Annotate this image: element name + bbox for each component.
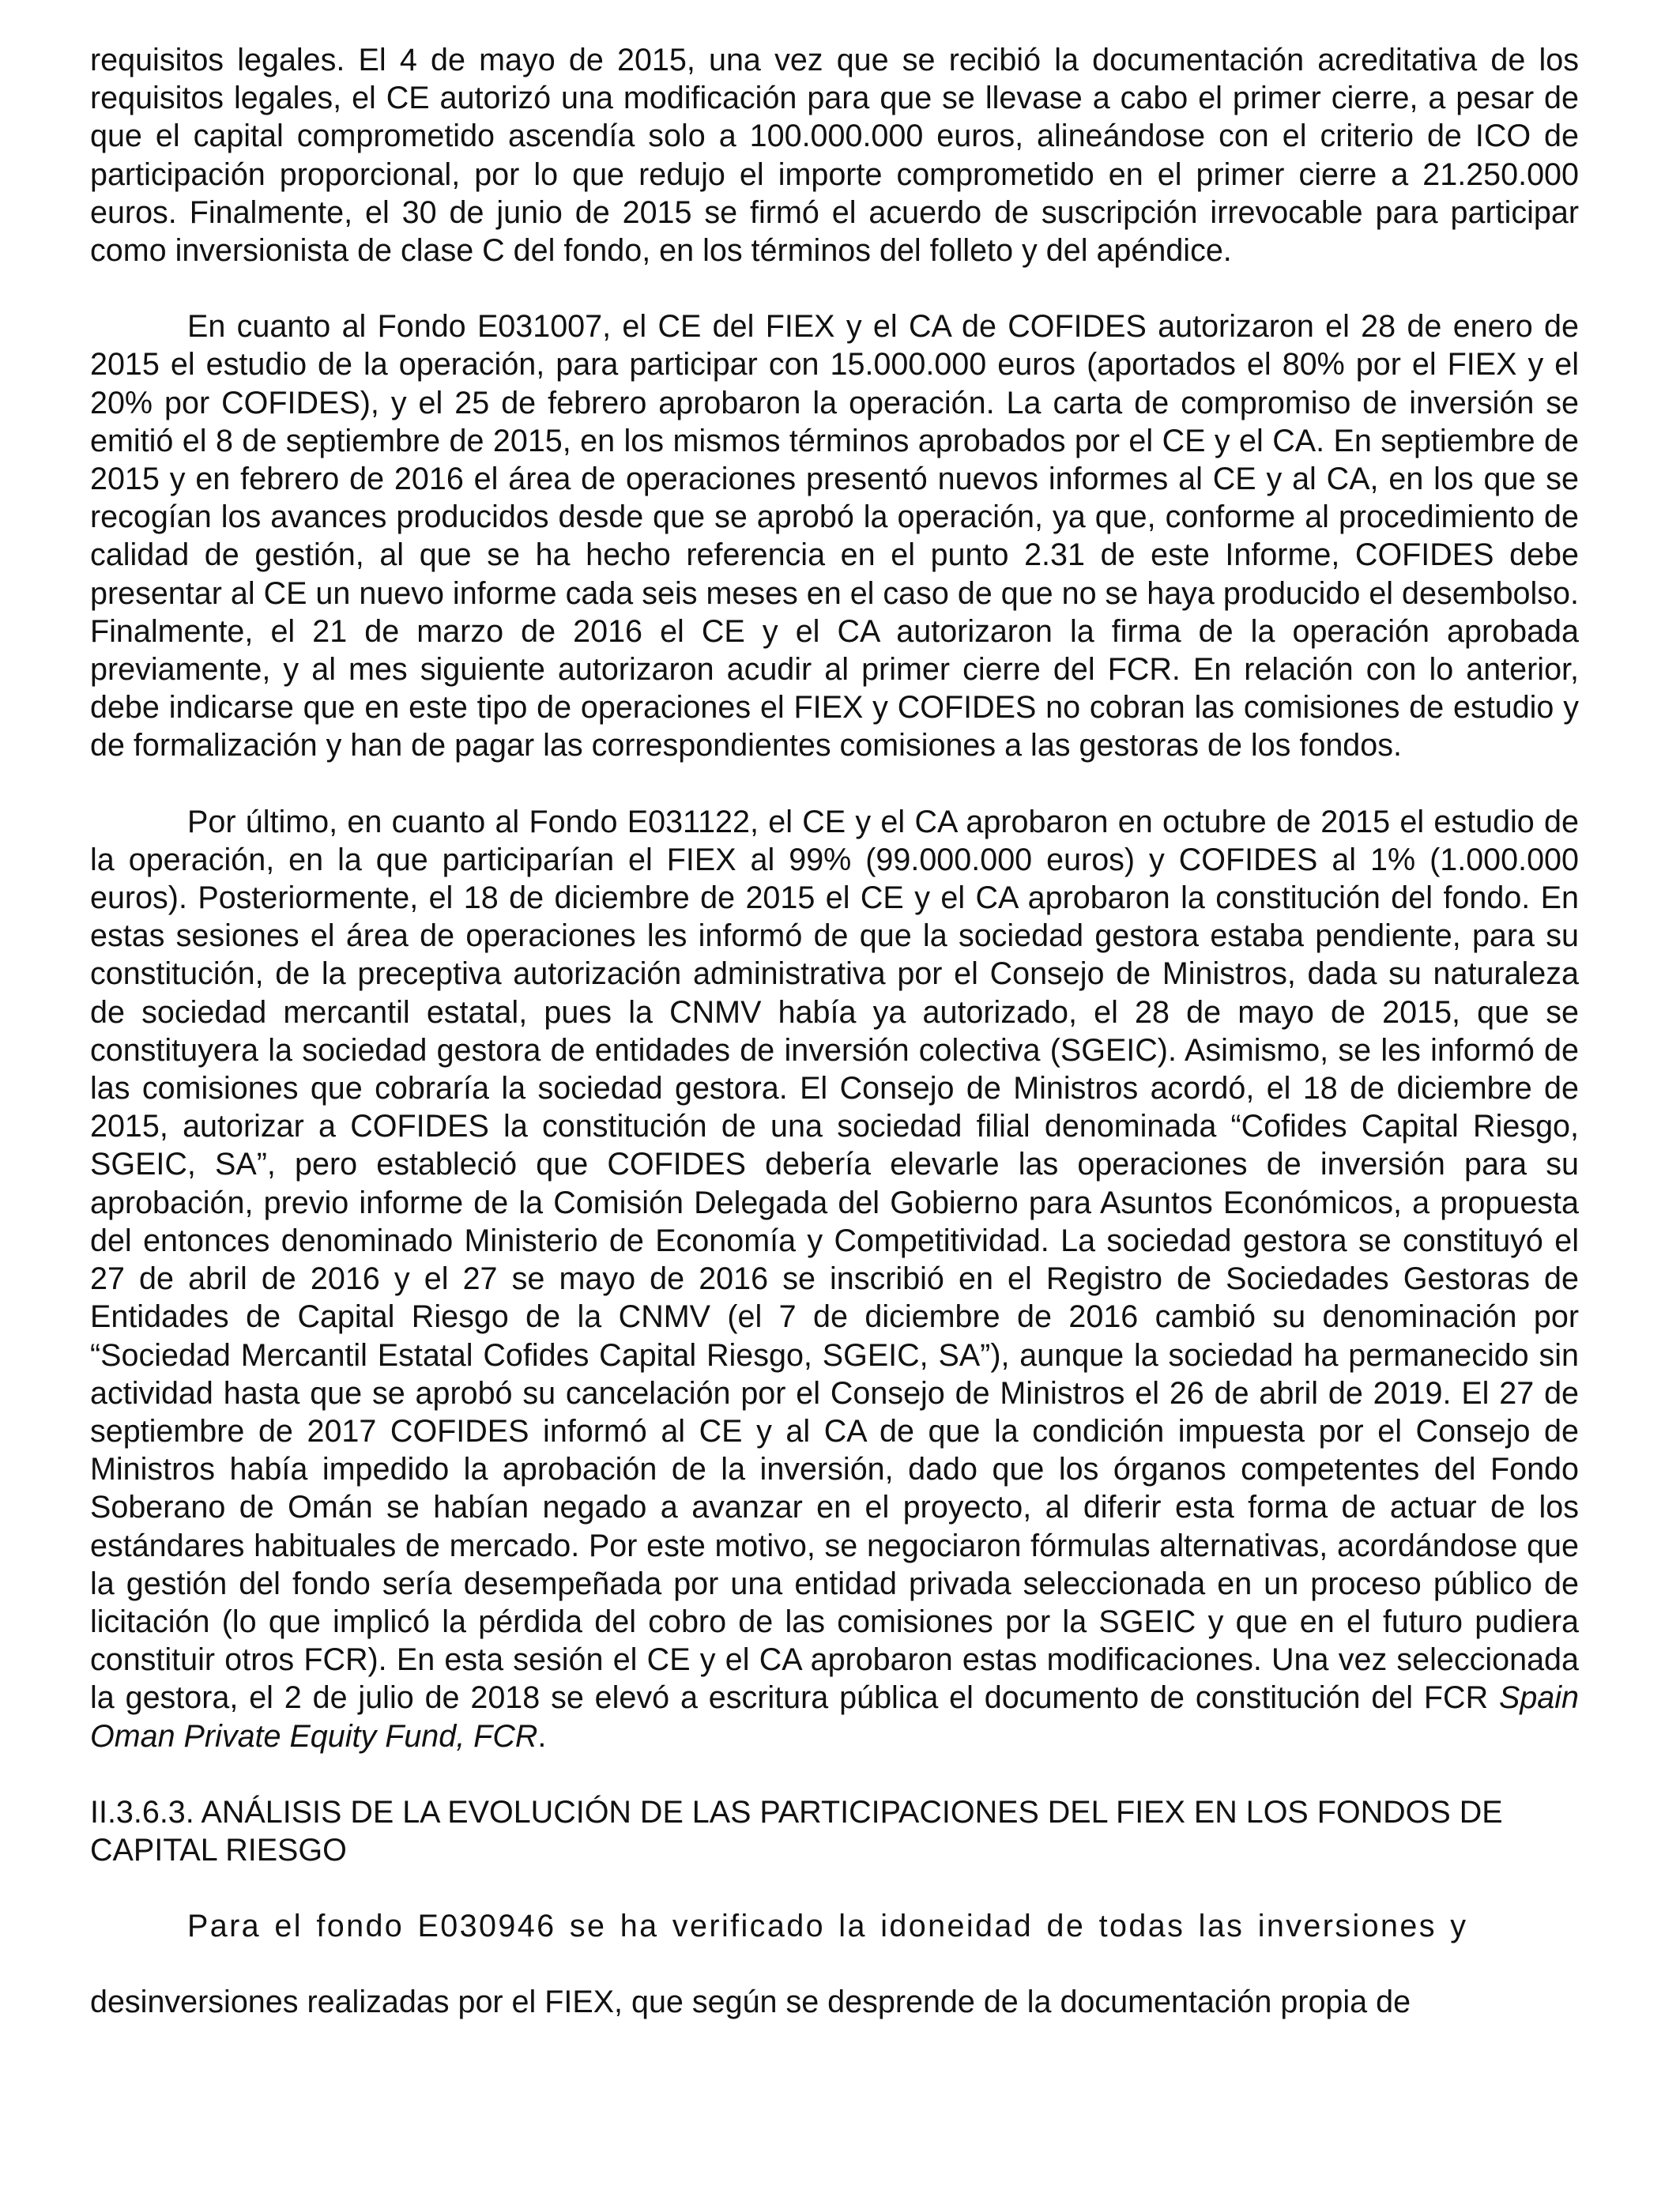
- paragraph-fondo-e031122-text: Por último, en cuanto al Fondo E031122, el CE y el CA aprobaron en octubre de 2015 el estudio de la operación, en la que participarían el FIEX al 99% (99.000.000 euros) y COFIDES al 1% (1.000.000 euros). Posteriormente, el 18 de diciembre de 2015 el CE y el CA aprobaron la constitución del fondo. En estas sesiones el área de operaciones les informó de que la sociedad gestora estaba pendiente, para su constitución, de la preceptiva autorización administrativa por el Consejo de Ministros, dada su naturaleza de sociedad mercantil estatal, pues la CNMV había ya autorizado, el 28 de mayo de 2015, que se constituyera la sociedad gestora de entidades de inversión colectiva (SGEIC). Asimismo, se les informó de las comisiones que cobraría la sociedad gestora. El Consejo de Ministros acordó, el 18 de diciembre de 2015, autorizar a COFIDES la constitución de una sociedad filial denominada “Cofides Capital Riesgo, SGEIC, SA”, pero estableció que COFIDES debería elevarle las operaciones de inversión para su aprobación, previo informe de la Comisión Delegada del Gobierno para Asuntos Económicos, a propuesta del entonces denominado Ministerio de Economía y Competitividad. La sociedad gestora se constituyó el 27 de abril de 2016 y el 27 se mayo de 2016 se inscribió en el Registro de Sociedades Gestoras de Entidades de Capital Riesgo de la CNMV (el 7 de diciembre de 2016 cambió su denominación por “Sociedad Mercantil Estatal Cofides Capital Riesgo, SGEIC, SA”), aunque la sociedad ha permanecido sin actividad hasta que se aprobó su cancelación por el Consejo de Ministros el 26 de abril de 2019. El 27 de septiembre de 2017 COFIDES informó al CE y al CA de que la condición impuesta por el Consejo de Ministros había impedido la aprobación de la inversión, dado que los órganos competentes del Fondo Soberano de Omán se habían negado a avanzar en el proyecto, al diferir esta forma de actuar de los estándares habituales de mercado. Por este motivo, se negociaron fórmulas alternativas, acordándose que la gestión del fondo sería desempeñada por una entidad privada seleccionada en un proceso público de licitación (lo que implicó la pérdida del cobro de las comisiones por la SGEIC y que en el futuro pudiera constituir otros FCR). En esta sesión el CE y el CA aprobaron estas modificaciones. Una vez seleccionada la gestora, el 2 de julio de 2018 se elevó a escritura pública el documento de constitución del FCR: [90, 804, 1579, 1716]
- paragraph-fondo-e030946-line2: desinversiones realizadas por el FIEX, que según se desprende de la documentación propia de: [90, 1985, 1411, 2020]
- paragraph-fondo-e031122: [90, 803, 1579, 1755]
- paragraph-fondo-e030946-line1: Para el fondo E030946 se ha verificado la idoneidad de todas las inversiones y: [187, 1909, 1468, 1944]
- paragraph-1: requisitos legales. El 4 de mayo de 2015, una vez que se recibió la documentación acreditativa de los requisitos legales, el CE autorizó una modificación para que se llevase a cabo el primer cierre, a pesar de que el capital comprometido ascendía solo a 100.000.000 euros, alineándose con el criterio de ICO de participación proporcional, por lo que redujo el importe comprometido en el primer cierre a 21.250.000 euros. Finalmente, el 30 de junio de 2015 se firmó el acuerdo de suscripción irrevocable para participar como inversionista de clase C del fondo, en los términos del folleto y del apéndice.: [90, 43, 1579, 269]
- paragraph-end-period: .: [537, 1718, 547, 1754]
- section-heading: II.3.6.3. ANÁLISIS DE LA EVOLUCIÓN DE LAS PARTICIPACIONES DEL FIEX EN LOS FONDOS DE CAPITAL RIESGO: [90, 1794, 1503, 1868]
- document-page: [90, 41, 1579, 2022]
- fund-name-italic: Spain Oman Private Equity Fund, FCR: [90, 1680, 1579, 1754]
- paragraph-fondo-e031007: En cuanto al Fondo E031007, el CE del FIEX y el CA de COFIDES autorizaron el 28 de enero de 2015 el estudio de la operación, para participar con 15.000.000 euros (aportados el 80% por el FIEX y el 20% por COFIDES), y el 25 de febrero aprobaron la operación. La carta de compromiso de inversión se emitió el 8 de septiembre de 2015, en los mismos términos aprobados por el CE y el CA. En septiembre de 2015 y en febrero de 2016 el área de operaciones presentó nuevos informes al CE y al CA, en los que se recogían los avances producidos desde que se aprobó la operación, ya que, conforme al procedimiento de calidad de gestión, al que se ha hecho referencia en el punto 2.31 de este Informe, COFIDES debe presentar al CE un nuevo informe cada seis meses en el caso de que no se haya producido el desembolso. Finalmente, el 21 de marzo de 2016 el CE y el CA autorizaron la firma de la operación aprobada previamente, y al mes siguiente autorizaron acudir al primer cierre del FCR. En relación con lo anterior, debe indicarse que en este tipo de operaciones el FIEX y COFIDES no cobran las comisiones de estudio y de formalización y han de pagar las correspondientes comisiones a las gestoras de los fondos.: [90, 309, 1579, 763]
